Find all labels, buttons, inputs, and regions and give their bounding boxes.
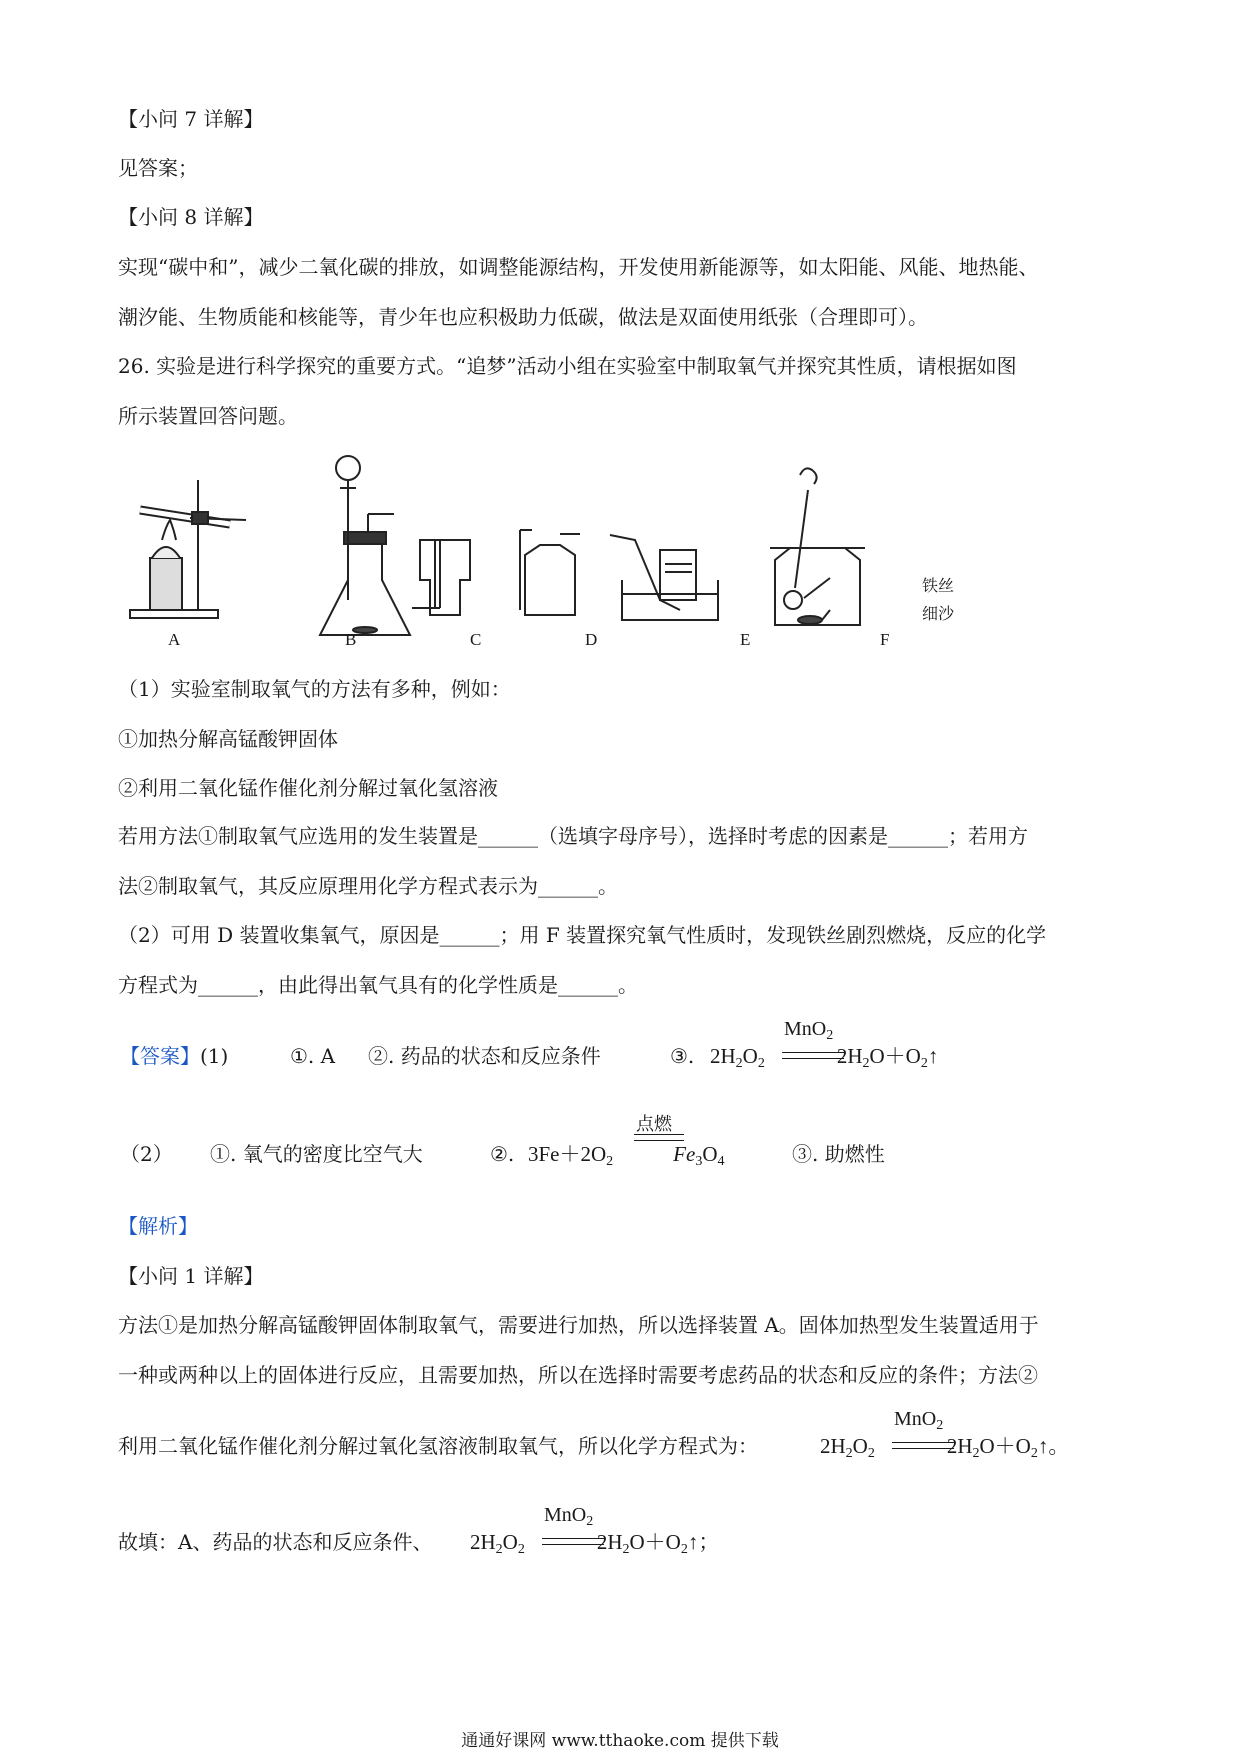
equation-h2o2-analysis-condition: MnO$_2$: [894, 1408, 944, 1433]
equation-h2o2-answer: $2H_2O_2$ $2H_2O+O_2↑$: [710, 1044, 939, 1071]
apparatus-b: [320, 456, 410, 635]
answer-tag: 【答案】: [120, 1044, 200, 1068]
equation-h2o2-fill: $2H_2O_2$ $2H_2O+O_2↑$；: [470, 1530, 720, 1557]
question-26-line2: 所示装置回答问题。: [118, 404, 298, 428]
answer-part2-label: （2）: [120, 1142, 173, 1166]
figure-label-c: C: [470, 630, 482, 649]
equation-iron-answer-condition: 点燃: [636, 1114, 672, 1135]
equation-iron-answer: $3Fe+2O_2$ $Fe_3O_4$: [528, 1142, 725, 1169]
apparatus-figure: [120, 440, 1120, 660]
figure-label-a: A: [168, 630, 181, 649]
method-2: ②利用二氧化锰作催化剂分解过氧化氢溶液: [118, 776, 498, 800]
analysis-line1: 方法①是加热分解高锰酸钾固体制取氧气，需要进行加热，所以选择装置 A。固体加热型发生装置适用于: [118, 1313, 1039, 1337]
answer-1-2: ②. 药品的状态和反应条件: [368, 1044, 601, 1068]
equation-h2o2-analysis: $2H_2O_2$ $2H_2O+O_2↑$。: [820, 1434, 1070, 1461]
question-26-line1: 26. 实验是进行科学探究的重要方式。“追梦”活动小组在实验室中制取氧气并探究其性质，请根据如图: [118, 354, 1017, 378]
answer-2-1: ①. 氧气的密度比空气大: [210, 1142, 423, 1166]
section-heading-q8: 【小问 8 详解】: [118, 205, 264, 229]
part2-question-line2: 方程式为______，由此得出氧气具有的化学性质是______。: [118, 973, 638, 997]
part1-intro: （1）实验室制取氧气的方法有多种，例如：: [118, 677, 511, 701]
part1-question-line1: 若用方法①制取氧气应选用的发生装置是______（选填字母序号），选择时考虑的因素是______；若用方: [118, 824, 1028, 848]
page-footer: 通通好课网 www.tthaoke.com 提供下载: [461, 1731, 779, 1751]
answer-2-3: ③. 助燃性: [792, 1142, 885, 1166]
apparatus-e: [610, 535, 718, 620]
apparatus-c: [412, 540, 470, 615]
apparatus-a: [130, 480, 246, 618]
q7-body: 见答案；: [118, 156, 198, 180]
apparatus-d: [520, 530, 580, 615]
analysis-line2: 一种或两种以上的固体进行反应，且需要加热，所以在选择时需要考虑药品的状态和反应的条件；方法②: [118, 1363, 1038, 1387]
figure-label-e: E: [740, 630, 751, 649]
equation-h2o2-fill-condition: MnO$_2$: [544, 1504, 594, 1529]
figure-note-iron-wire: 铁丝: [922, 578, 955, 595]
answer-part1-label: (1): [200, 1044, 229, 1068]
equation-h2o2-answer-arrow: [782, 1052, 844, 1059]
q8-body-line1: 实现“碳中和”，减少二氧化碳的排放，如调整能源结构，开发使用新能源等，如太阳能、风能、地热能、: [118, 255, 1039, 279]
q8-body-line2: 潮汐能、生物质能和核能等，青少年也应积极助力低碳，做法是双面使用纸张（合理即可）。: [118, 305, 928, 329]
apparatus-f: [770, 468, 865, 625]
answer-1-1: ①. A: [290, 1044, 336, 1068]
analysis-tag: 【解析】: [118, 1214, 198, 1238]
figure-label-f: F: [880, 630, 890, 649]
figure-label-b: B: [345, 630, 357, 649]
analysis-heading-q1: 【小问 1 详解】: [118, 1264, 264, 1288]
method-1: ①加热分解高锰酸钾固体: [118, 727, 338, 751]
answer-2-2: ②.: [490, 1142, 515, 1166]
part2-question-line1: （2）可用 D 装置收集氧气，原因是______；用 F 装置探究氧气性质时，发现铁丝剧烈燃烧，反应的化学: [118, 923, 1047, 947]
part1-question-line2: 法②制取氧气，其反应原理用化学方程式表示为______。: [118, 874, 618, 898]
equation-h2o2-answer-condition: MnO$_2$: [784, 1018, 834, 1043]
equation-h2o2-fill-arrow: [542, 1538, 604, 1545]
figure-note-fine-sand: 细沙: [922, 606, 955, 623]
figure-label-d: D: [585, 630, 598, 649]
section-heading-q7: 【小问 7 详解】: [118, 107, 264, 131]
answer-1-3: ③.: [670, 1044, 695, 1068]
analysis-line3: 利用二氧化锰作催化剂分解过氧化氢溶液制取氧气，所以化学方程式为：: [118, 1434, 758, 1458]
analysis-fill-answer: 故填：A、药品的状态和反应条件、: [118, 1530, 433, 1554]
equation-h2o2-analysis-arrow: [892, 1442, 954, 1449]
